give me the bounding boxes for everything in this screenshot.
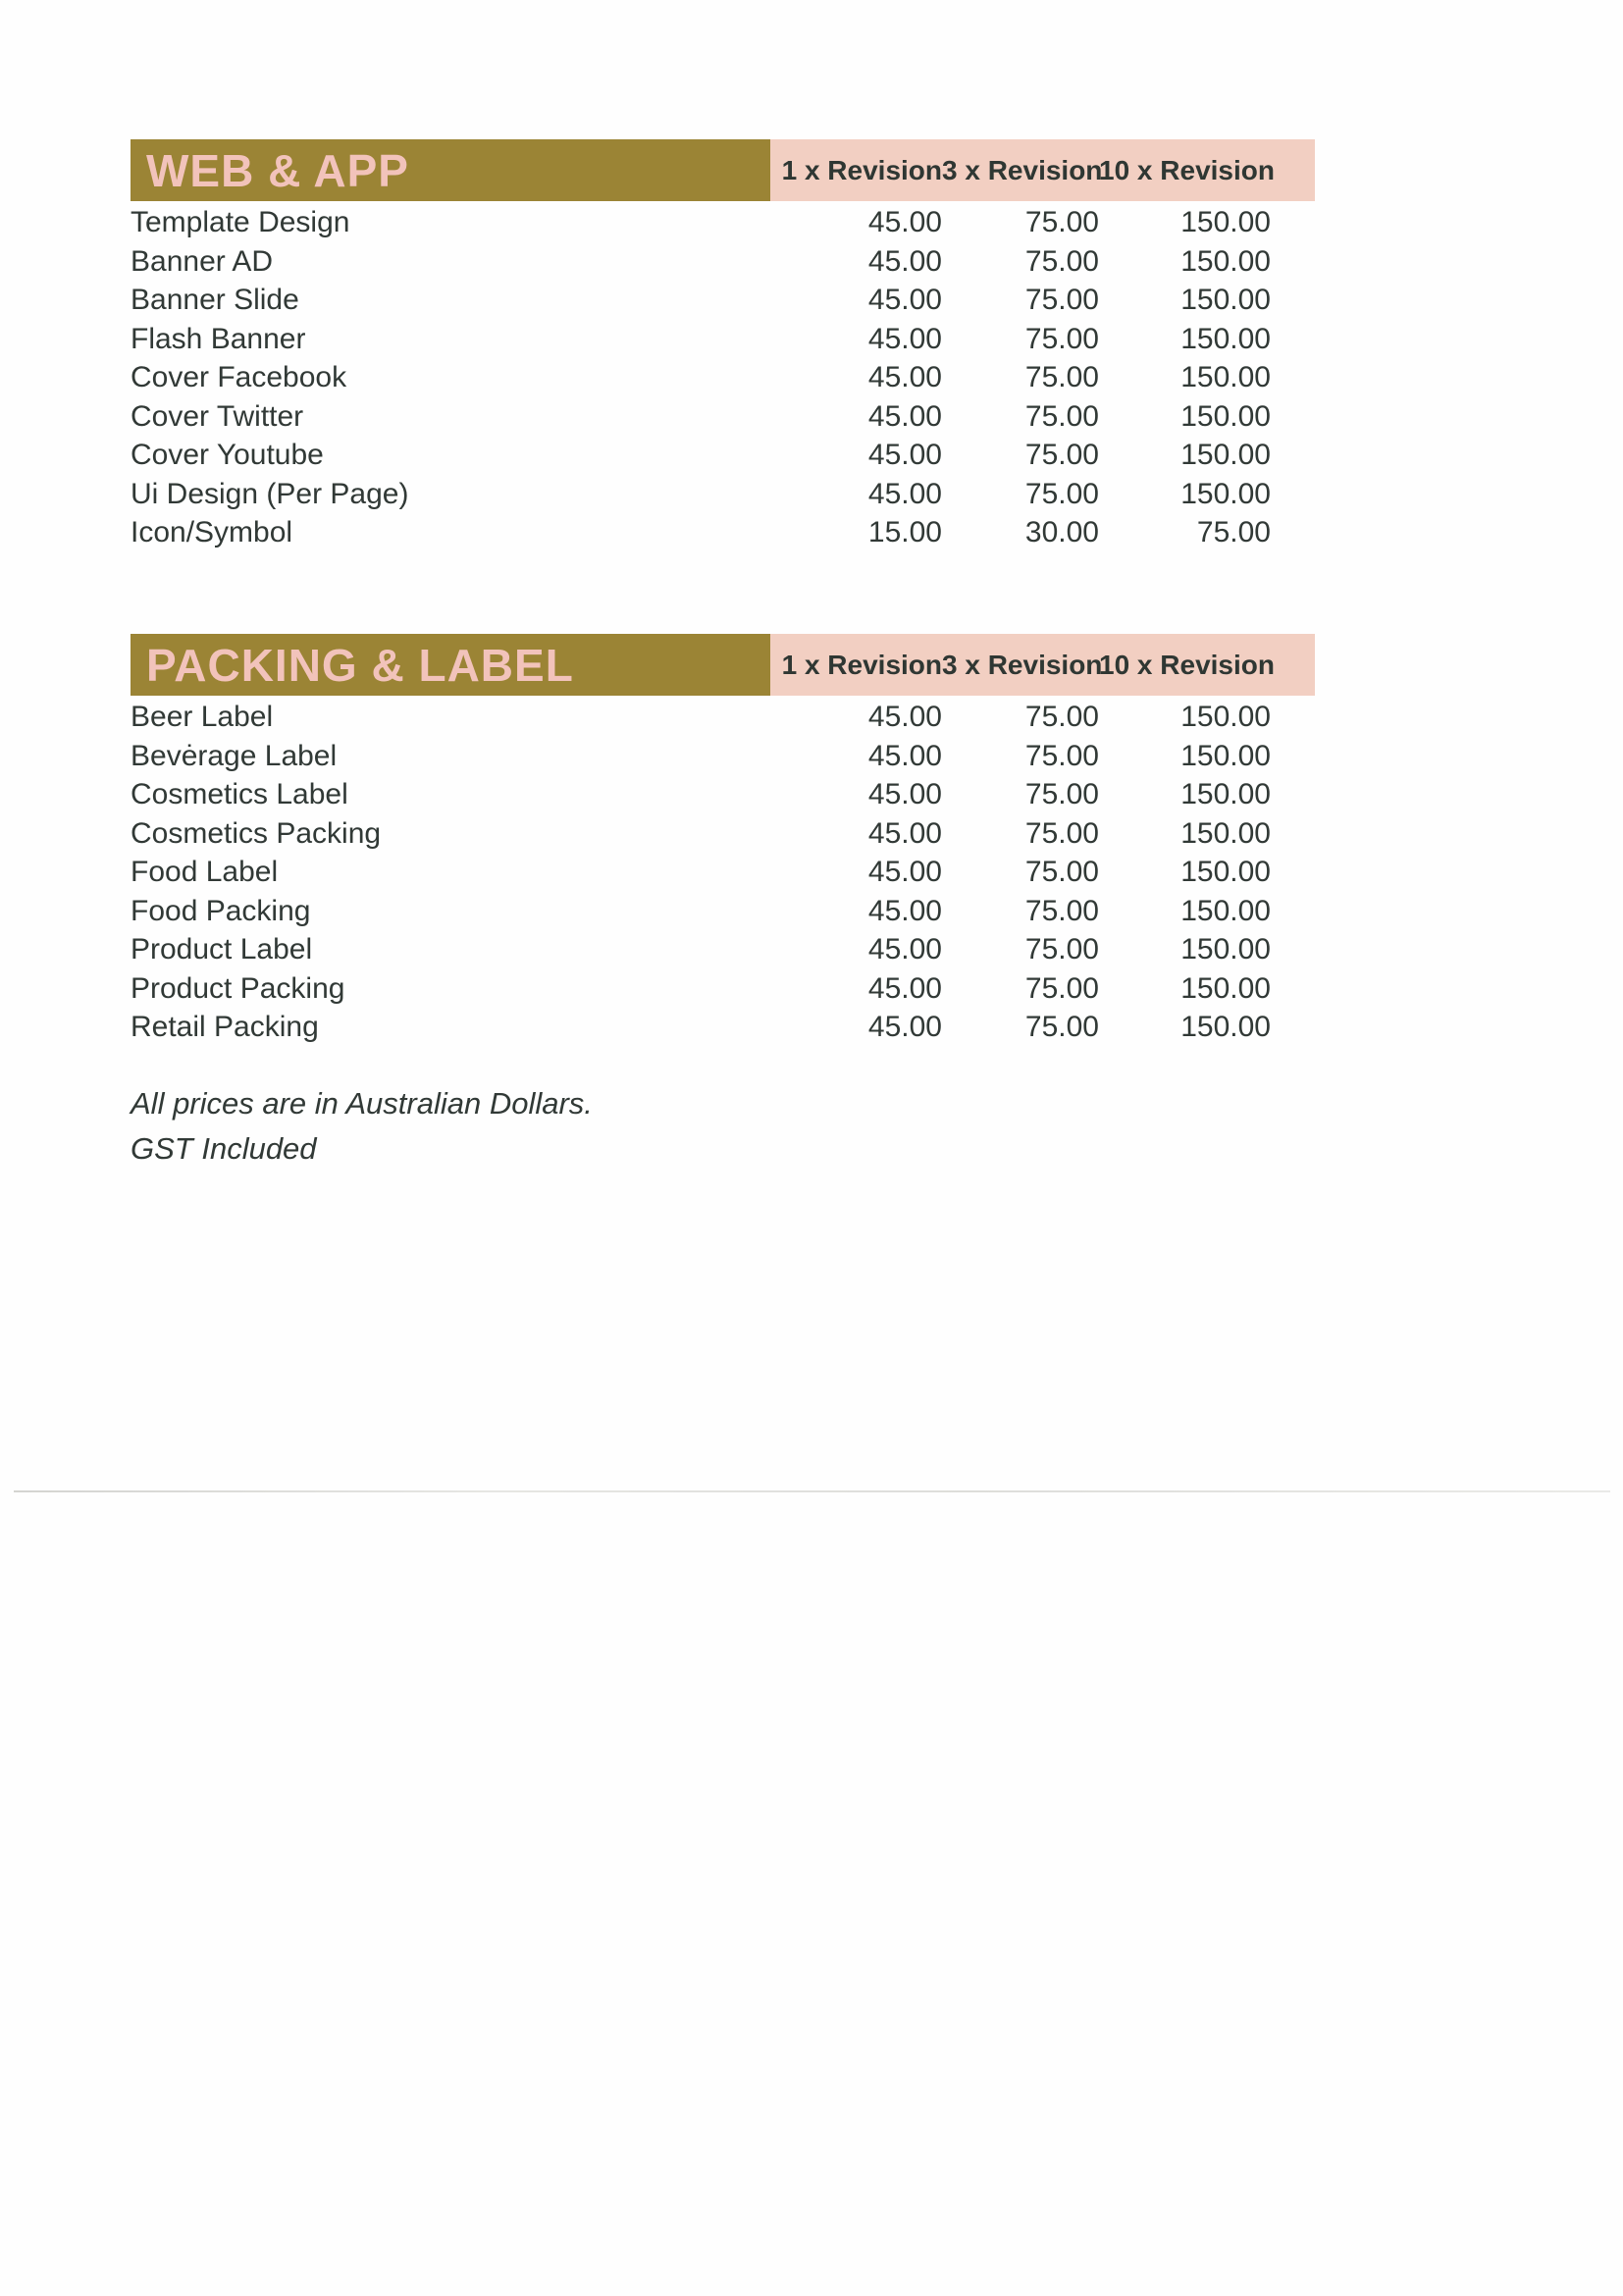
gst-note: GST Included [131, 1131, 317, 1166]
price-value: 75.00 [1024, 816, 1099, 850]
price-value: 150.00 [1180, 971, 1271, 1005]
item-label: Template Design [131, 206, 350, 238]
table-row [131, 358, 1315, 397]
price-value: 150.00 [1180, 477, 1271, 510]
price-value: 150.00 [1180, 284, 1271, 316]
price-value: 75.00 [1024, 206, 1099, 238]
price-value: 45.00 [867, 778, 942, 810]
item-label: Bevėrage Label [131, 739, 338, 772]
table-title: PACKING & LABEL [131, 634, 770, 696]
table-row [131, 930, 1315, 969]
table-row [131, 513, 1315, 552]
item-label: Cosmetics Packing [131, 816, 382, 850]
item-label: Ui Design (Per Page) [131, 477, 409, 510]
price-value: 150.00 [1180, 816, 1271, 850]
item-label: Cover Facebook [131, 361, 347, 393]
price-value: 150.00 [1180, 206, 1271, 238]
table-header-strip [131, 139, 1315, 201]
table-row [131, 698, 1315, 737]
price-table-packing-label [131, 634, 1315, 1047]
price-value: 45.00 [867, 399, 942, 433]
column-header-group [770, 139, 1315, 201]
column-header-group [770, 634, 1315, 696]
price-value: 150.00 [1180, 439, 1271, 471]
item-label: Retail Packing [131, 1011, 319, 1043]
item-label: Cosmetics Label [131, 778, 348, 810]
price-value: 75.00 [1024, 856, 1099, 888]
price-value: 75.00 [1024, 477, 1099, 510]
price-value: 45.00 [867, 1011, 942, 1043]
table-header-strip [131, 634, 1315, 696]
price-value: 75.00 [1024, 894, 1099, 927]
table-row [131, 436, 1315, 475]
pricing-note [131, 1081, 593, 1172]
price-value: 75.00 [1024, 361, 1099, 393]
price-value: 45.00 [867, 322, 942, 355]
price-value: 45.00 [867, 739, 942, 772]
price-value: 75.00 [1024, 933, 1099, 965]
price-value: 30.00 [1024, 516, 1099, 548]
price-value: 45.00 [867, 701, 942, 733]
price-value: 150.00 [1180, 856, 1271, 888]
table-row [131, 475, 1315, 514]
price-value: 45.00 [867, 477, 942, 510]
column-header-3x-revision: 3 x Revision [942, 154, 1103, 185]
item-label: Banner Slide [131, 284, 299, 316]
item-label: Food Packing [131, 894, 311, 927]
item-label: Product Label [131, 933, 313, 965]
price-value: 150.00 [1180, 244, 1271, 278]
column-header-10x-revision: 10 x Revision [1099, 154, 1275, 185]
table-row [131, 853, 1315, 892]
table-row [131, 281, 1315, 320]
table-row [131, 814, 1315, 854]
price-value: 75.00 [1024, 322, 1099, 355]
price-value: 75.00 [1024, 284, 1099, 316]
table-row [131, 242, 1315, 282]
table-row [131, 1008, 1315, 1047]
table-row [131, 397, 1315, 437]
price-value: 150.00 [1180, 399, 1271, 433]
table-row [131, 320, 1315, 359]
table-rows [131, 698, 1315, 1047]
price-value: 45.00 [867, 244, 942, 278]
price-value: 75.00 [1024, 1011, 1099, 1043]
price-value: 75.00 [1024, 701, 1099, 733]
price-value: 150.00 [1180, 701, 1271, 733]
item-label: Food Label [131, 856, 279, 888]
table-rows [131, 203, 1315, 552]
item-label: Cover Youtube [131, 439, 324, 471]
price-value: 75.00 [1024, 739, 1099, 772]
price-value: 45.00 [867, 361, 942, 393]
price-value: 45.00 [867, 933, 942, 965]
table-row [131, 737, 1315, 776]
price-value: 45.00 [867, 439, 942, 471]
price-value: 45.00 [867, 206, 942, 238]
table-title: WEB & APP [131, 139, 770, 201]
column-header-1x-revision: 1 x Revision [781, 154, 942, 185]
price-table-web-app [131, 139, 1315, 552]
column-header-3x-revision: 3 x Revision [942, 649, 1103, 680]
item-label: Product Packing [131, 971, 345, 1005]
table-row [131, 969, 1315, 1009]
price-value: 150.00 [1180, 322, 1271, 355]
item-label: Beer Label [131, 701, 274, 733]
price-value: 150.00 [1180, 894, 1271, 927]
price-value: 45.00 [867, 284, 942, 316]
table-row [131, 892, 1315, 931]
price-value: 150.00 [1180, 933, 1271, 965]
price-value: 75.00 [1196, 516, 1271, 548]
table-row [131, 203, 1315, 242]
price-value: 150.00 [1180, 361, 1271, 393]
price-value: 45.00 [867, 971, 942, 1005]
price-value: 15.00 [867, 516, 942, 548]
column-header-1x-revision: 1 x Revision [781, 649, 942, 680]
price-value: 75.00 [1024, 971, 1099, 1005]
price-value: 45.00 [867, 816, 942, 850]
table-row [131, 775, 1315, 814]
price-value: 150.00 [1180, 1011, 1271, 1043]
price-value: 75.00 [1024, 244, 1099, 278]
item-label: Banner AD [131, 244, 274, 278]
price-value: 45.00 [867, 894, 942, 927]
column-header-10x-revision: 10 x Revision [1099, 649, 1275, 680]
price-value: 150.00 [1180, 778, 1271, 810]
price-value: 150.00 [1180, 739, 1271, 772]
price-value: 75.00 [1024, 399, 1099, 433]
price-value: 45.00 [867, 856, 942, 888]
scan-artifact-line [14, 1490, 1610, 1492]
currency-note: All prices are in Australian Dollars. [131, 1086, 593, 1121]
item-label: Flash Banner [131, 322, 306, 355]
item-label: Cover Twitter [131, 399, 304, 433]
price-value: 75.00 [1024, 778, 1099, 810]
price-value: 75.00 [1024, 439, 1099, 471]
item-label: Icon/Symbol [131, 516, 293, 548]
